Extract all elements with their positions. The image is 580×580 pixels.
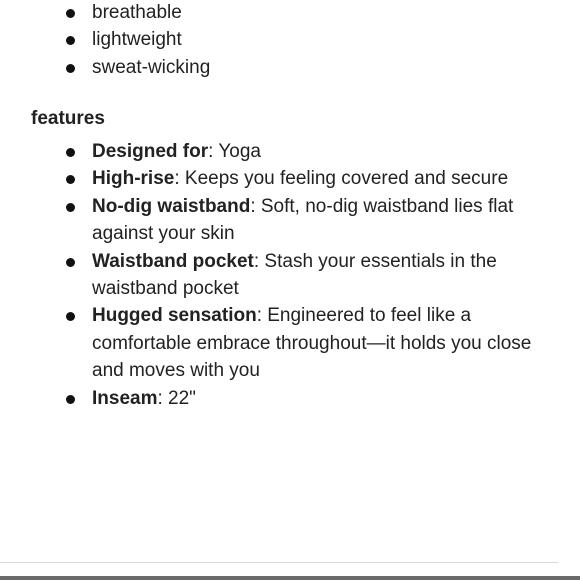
- feature-description: : Yoga: [208, 141, 261, 162]
- bullet-icon: [66, 258, 75, 267]
- list-item: [0, 165, 580, 192]
- bullet-icon: [66, 203, 75, 212]
- feature-name: Hugged sensation: [92, 305, 257, 327]
- bullet-icon: [66, 148, 75, 157]
- list-item: [0, 0, 580, 26]
- feature-description: : Keeps you feeling covered and secure: [174, 168, 509, 190]
- bullet-icon: [66, 64, 75, 73]
- list-item-text: lightweight: [92, 29, 182, 51]
- features-heading: features: [31, 108, 105, 129]
- feature-description: : 22": [157, 387, 196, 409]
- feature-name: Waistband pocket: [92, 250, 254, 272]
- feature-name: No-dig waistband: [92, 195, 251, 217]
- list-item-text: breathable: [92, 2, 182, 23]
- feature-description: : Stash your essentials in the waistband pocket: [92, 250, 497, 300]
- bottom-edge-bar: [0, 576, 580, 580]
- features-list: [0, 138, 580, 412]
- feature-description: : Soft, no-dig waistband lies flat against your skin: [92, 195, 514, 245]
- list-item: [0, 385, 580, 412]
- bullet-icon: [66, 36, 75, 45]
- bullet-icon: [66, 395, 75, 404]
- list-item: [0, 193, 580, 248]
- bullet-icon: [66, 9, 75, 18]
- feature-name: Designed for: [92, 141, 209, 162]
- list-item: [0, 248, 580, 303]
- feature-name: High-rise: [92, 168, 175, 190]
- list-item: [0, 54, 580, 81]
- list-item-text: sweat-wicking: [92, 56, 211, 78]
- feature-name: Inseam: [92, 387, 158, 409]
- bullet-icon: [66, 312, 75, 321]
- materials-list: [0, 0, 580, 81]
- bullet-icon: [66, 175, 75, 184]
- section-divider: [0, 562, 558, 563]
- list-item: [0, 138, 580, 165]
- feature-description: : Engineered to feel like a comfortable embrace throughout—it holds you close and moves with you: [92, 305, 532, 382]
- list-item: [0, 302, 580, 384]
- list-item: [0, 26, 580, 53]
